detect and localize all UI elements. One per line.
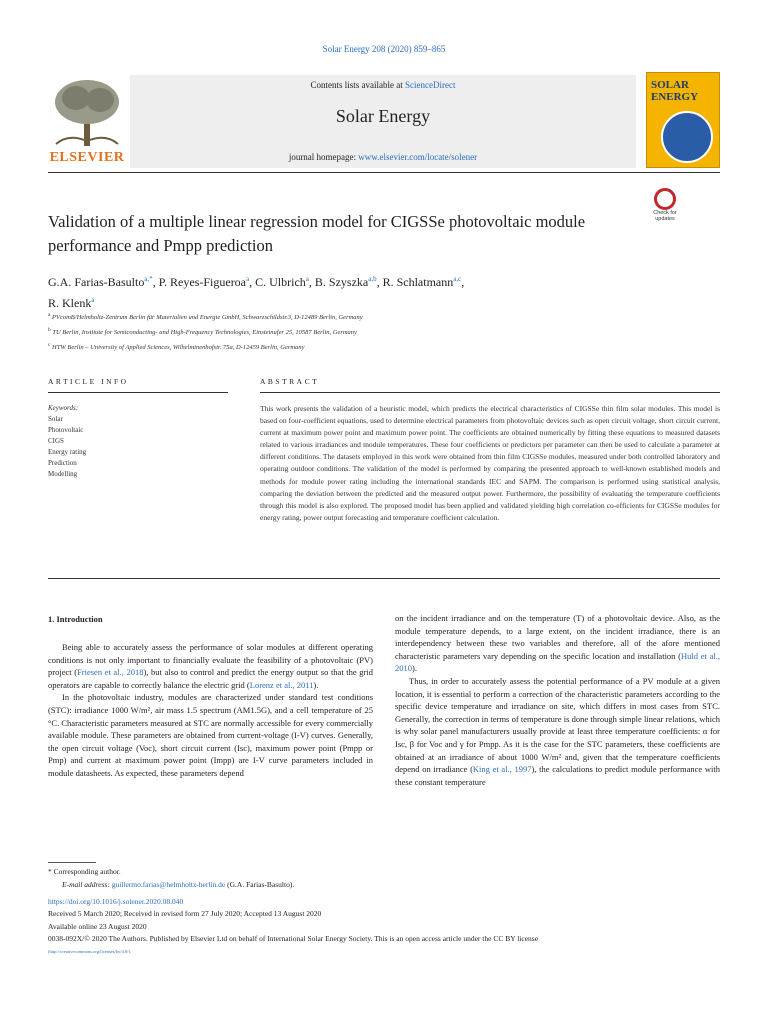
author-sup[interactable]: a,b xyxy=(368,275,377,283)
email-suffix: (G.A. Farias-Basulto). xyxy=(225,879,295,889)
citation-link[interactable]: Lorenz et al., 2011 xyxy=(249,679,314,690)
footnote-divider xyxy=(48,862,96,863)
corresponding-author-note: * Corresponding author. xyxy=(48,867,121,876)
footnotes xyxy=(48,866,720,891)
author-list: G.A. Farias-Basulto$^{a,*}$, P. Reyes-Figueroa$^a$, C. Ulbrich$^a$, B. Szyszka$^{a,b}$, R. Schlatmann$^{a,c}$, R. Klenk$^a$ xyxy=(48,275,465,310)
intro-paragraph-2: In the photovoltaic industry, modules are characterized under standard test conditions (STC): irradiance 1000 W/m², air mass 1.5 spectrum (AM1.5G), and a cell temperature of 25 °C. Characteristic parameters measured at STC are normally accessible for every commercially available module. These parameters are obtained from current-voltage (I-V) curves. Generally, the open circuit voltage (Voc), short circuit current (Isc), maximum power point (Pmpp or Pmp) and current at maximum power point (Impp) are I-V curve parameters included in module datasheets. As expected, these parameters depend xyxy=(48,692,373,778)
author-sup[interactable]: a,c xyxy=(453,275,462,283)
contents-prefix: Contents lists available at xyxy=(310,80,405,90)
cover-title-line1: SOLAR xyxy=(651,79,689,91)
intro-paragraph-4: Thus, in order to accurately assess the potential performance of a PV module at a given location, it is essential to perform a correction of the characteristic parameters according to the specific device temperature and irradiance on site, which differs in most cases from STC. Generally, the correction in terms of temperature is done through simple linear relations, which is why solar panel manufacturers usually provide at least three temperature coefficients: α for Isc, β for Voc and γ for Pmpp. As it is the case for the STC parameters, these coefficients are obtained at an irradiance of about 1000 W/m² and, given that the temperature coefficients depend on irradiance (King et al., 1997), the calculations to predict module performance with these constant temperature xyxy=(395,675,720,787)
citation-link[interactable]: Huld et al., 2010 xyxy=(395,650,720,674)
elsevier-logo xyxy=(48,78,126,166)
check-updates-icon xyxy=(654,188,676,210)
author-sup[interactable]: a xyxy=(305,275,309,283)
affiliation-item: $^c$ HTW Berlin – University of Applied Sciences, Wilhelminenhofstr. 75a, D-12459 Berlin, Germany xyxy=(48,342,305,352)
keyword-item: Solar xyxy=(48,415,63,423)
check-updates-line2: updates xyxy=(655,216,675,222)
citation-link[interactable]: King et al., 1997 xyxy=(472,764,532,775)
affiliations xyxy=(48,309,648,354)
intro-heading: 1. Introduction xyxy=(48,614,103,624)
article-info-label: ARTICLE INFO xyxy=(48,377,129,386)
keywords-heading: Keywords: xyxy=(48,404,79,412)
affiliation-item: $^b$ TU Berlin, Institute for Semiconducting- and High-Frequency Technologies, Einsteinufer 25, 10587 Berlin, Germany xyxy=(48,327,357,337)
intro-paragraph-3: on the incident irradiance and on the temperature (T) of a photovoltaic device. Also, as the module temperature depends, to a large extent, on the incident irradiance, there is an interdependency between these two variables and therefore, all of the afore mentioned characteristic parameters vary depending on the specific location and installation (Huld et al., 2010). xyxy=(395,613,720,674)
keyword-item: Modelling xyxy=(48,470,78,478)
citation-link[interactable]: Friesen et al., 2018 xyxy=(77,667,144,678)
journal-homepage xyxy=(130,152,636,162)
body-column-right xyxy=(395,612,720,788)
author-name[interactable]: R. Klenk xyxy=(48,296,92,310)
author-name[interactable]: C. Ulbrich xyxy=(255,275,306,289)
abstract-bottom-divider xyxy=(48,578,720,579)
keyword-item: Energy rating xyxy=(48,448,87,456)
elsevier-wordmark: ELSEVIER xyxy=(49,150,125,165)
author-sup[interactable]: a xyxy=(91,296,95,304)
email-label: E-mail address: xyxy=(62,879,112,889)
check-for-updates-button[interactable] xyxy=(640,188,690,232)
author-name[interactable]: G.A. Farias-Basulto xyxy=(48,275,145,289)
cover-title-line2: ENERGY xyxy=(651,91,699,103)
abstract-label: ABSTRACT xyxy=(260,377,320,386)
author-name[interactable]: P. Reyes-Figueroa xyxy=(158,275,247,289)
cover-globe-icon xyxy=(661,111,713,163)
keyword-item: Photovoltaic xyxy=(48,426,84,434)
paper-title: Validation of a multiple linear regression model for CIGSSe photovoltaic module performance and Pmpp prediction xyxy=(48,212,586,255)
doi-link[interactable]: https://doi.org/10.1016/j.solener.2020.08.040 xyxy=(48,897,184,906)
abstract-divider xyxy=(260,392,720,393)
email-link[interactable]: guillermo.farias@helmholtz-berlin.de xyxy=(111,879,226,889)
intro-paragraph-1: Being able to accurately assess the performance of solar modules at different operating conditions is not only important to financially evaluate the feasibility of a photovoltaic (PV) project (Friesen et al., 2018), but also to control and predict the energy output so that the grid operators are capable to correctly balance the electric grid (Lorenz et al., 2011). xyxy=(48,642,373,690)
journal-reference[interactable]: Solar Energy 208 (2020) 859–865 xyxy=(322,44,446,54)
journal-cover[interactable] xyxy=(646,72,720,168)
journal-title: Solar Energy xyxy=(335,106,431,126)
check-updates-line1: Check for xyxy=(653,210,677,216)
keyword-item: Prediction xyxy=(48,459,77,467)
author-sup[interactable]: a,* xyxy=(144,275,153,283)
abstract-text: This work presents the validation of a heuristic model, which predicts the electrical characteristics of CIGSSe thin film solar modules. This model is based on four-coefficient equations, used to determine electrical parameters from photovoltaic devices such as open circuit voltage, short circuit current, current at maximum power point and maximum power point. The coefficients are obtained numerically by fitting these equations to measured datasets related to various irradiances and module temperatures. These four coefficients or predictors per parameter can then be used to calculate a parameter at different conditions. The datasets employed in this work were obtained from thin film CIGSSe modules, measured under both controlled laboratory and operating outdoor conditions. The validation of the model is performed by comparing the presented approach to well-known established models and methods for module power rating including the international standards IEC and SAPM. The comparison is performed using statistical analysis, comparing the deviation between the predicted and the measured output power. Furthermore, the possibility of evaluating the temperature coefficients through this model is also explored. The proposed model has been applied and validated yielding high correlation co-efficients for CIGSSe modules for energy rating, power output forecasting and temperature coefficient calculation. xyxy=(260,404,720,522)
available-online: Available online 23 August 2020 xyxy=(48,921,147,931)
copyright-line: 0038-092X/© 2020 The Authors. Published by Elsevier Ltd on behalf of International Solar Energy Society. This is an open access article under the CC BY license xyxy=(48,934,539,944)
homepage-prefix: journal homepage: xyxy=(288,152,359,162)
author-name[interactable]: R. Schlatmann xyxy=(382,275,454,289)
affiliation-item: $^a$ PVcomB/Helmholtz-Zentrum Berlin für Materialien und Energie GmbH, Schwarzschildstr.3, D-12489 Berlin, Germany xyxy=(48,312,363,322)
keyword-item: CIGS xyxy=(48,437,64,445)
header-divider xyxy=(48,172,720,173)
email-note xyxy=(48,879,720,892)
article-info-divider xyxy=(48,392,228,393)
cover-title xyxy=(651,79,717,103)
keywords-block xyxy=(48,403,228,480)
sciencedirect-link[interactable]: ScienceDirect xyxy=(405,80,456,90)
license-link[interactable]: (http://creativecommons.org/licenses/by/4.0/). xyxy=(48,948,132,954)
author-name[interactable]: B. Szyszka xyxy=(314,275,369,289)
received-dates: Received 5 March 2020; Received in revised form 27 July 2020; Accepted 13 August 2020 xyxy=(48,909,322,919)
article-metadata xyxy=(48,896,720,958)
contents-line xyxy=(130,80,636,90)
elsevier-tree-icon xyxy=(48,78,126,148)
body-column-left xyxy=(48,641,373,780)
homepage-link[interactable]: www.elsevier.com/locate/solener xyxy=(358,152,478,162)
author-sup[interactable]: a xyxy=(246,275,250,283)
